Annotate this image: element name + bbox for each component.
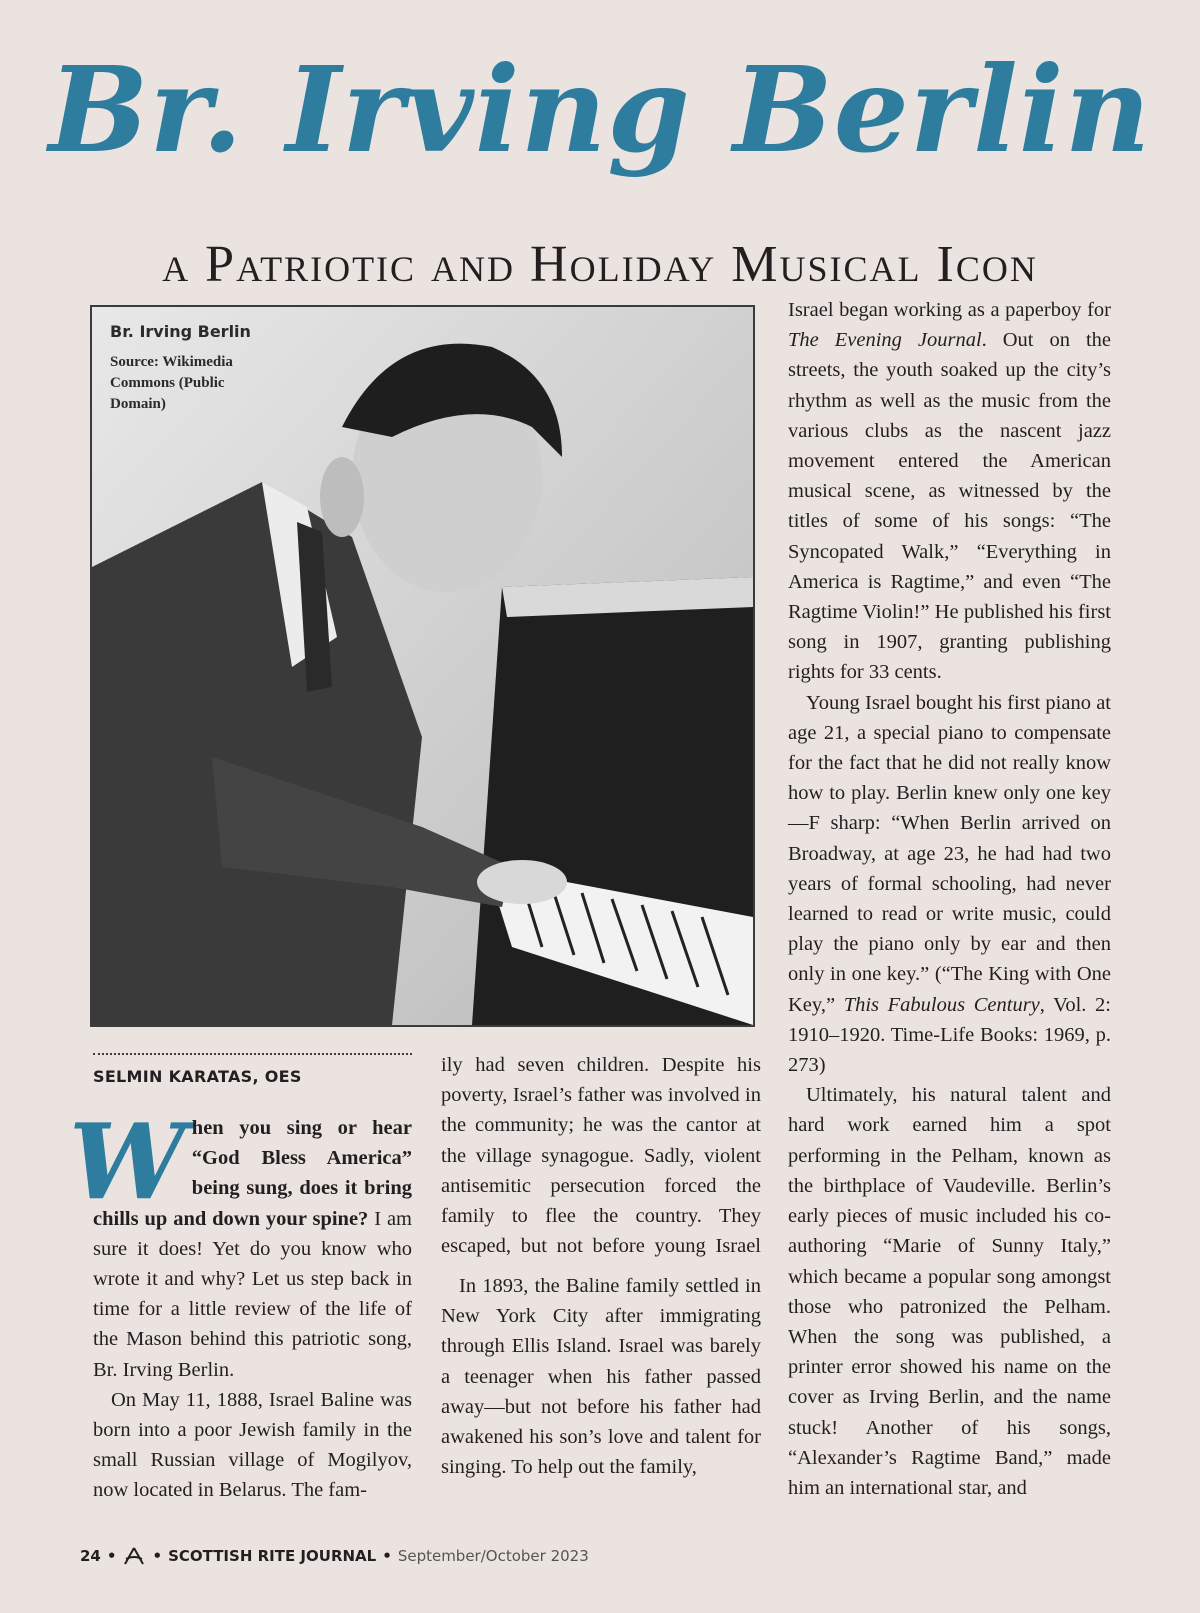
photo-caption-name: Br. Irving Berlin [110,322,251,341]
journal-name: SCOTTISH RITE JOURNAL [168,1547,377,1565]
portrait-photo [90,305,755,1027]
article-title: Br. Irving Berlin [48,40,1152,179]
article-column-2 [441,1050,761,1482]
piano-text-a: Young Israel bought his first piano at age 21, a special piano to compensate for the fact that he did not really know how to play. Berlin knew only one key—F sharp: “When Berlin arrived on Broadway, at age 23, he had had two years of formal schooling, had never learned to read or write music, could play the piano only by ear and then only in one key.” (“The King with One Key,” [788,691,1111,1016]
newspaper-title: The Evening Journal [788,329,982,352]
paragraph-birth: On May 11, 1888, Israel Baline was born into a poor Jewish family in the small Russian village of Mogilyov, now located in Belarus. The fam- [93,1388,412,1502]
paragraph-birth-continued: ily had seven children. Despite his poverty, Israel’s father was involved in the community; he was the cantor at the village synagogue. Sadly, violent antisemitic persecution forced the family to flee the country. They escaped, but not before young Israel [441,1054,761,1258]
piano-text-b: , Vol. 2: 1910–1920. Time-Life Books: 1969, p. 273) [788,993,1111,1077]
article-subtitle: a Patriotic and Holiday Musical Icon [162,236,1038,293]
lead-sentence: hen you sing or hear “God Bless America” being sung, does it bring chills up and down your spine? [93,1117,412,1230]
author-byline: SELMIN KARATAS, OES [93,1067,302,1086]
article-column-1 [69,1100,412,1506]
byline-divider [93,1053,412,1055]
footer-bullet: • [106,1547,117,1565]
paragraph-family-cont [441,1050,761,1261]
paperboy-text-b: . Out on the streets, the youth soaked up the city’s rhythm as well as the music from the various clubs as the nascent jazz movement entered the American musical scene, as witnessed by the titles of some of his songs: “The Syncopated Walk,” “Everything in America is Ragtime,” and even “The Ragtime Violin!” He published his first song in 1907, granting publishing rights for 33 cents. [788,329,1111,684]
paragraph-paperboy [788,295,1111,688]
footer-bullet-2: • [152,1547,163,1565]
book-title: This Fabulous Century [843,993,1040,1016]
drop-cap: W [69,1100,186,1223]
issue-date: September/October 2023 [397,1547,589,1565]
page-footer [80,1547,589,1565]
paragraph-piano [788,688,1111,1081]
paperboy-text-a: Israel began working as a paperboy for [788,299,1111,321]
paragraph-new-york: In 1893, the Baline family settled in New York City after immigrating through Ellis Island. Israel was barely a teenager when his father passed away—but not before his father had awakened his son’s love and talent for singing. To help out the family, [441,1275,761,1479]
footer-bullet-3: • [382,1547,392,1565]
intro-rest: I am sure it does! Yet do you know who wrote it and why? Let us step back in time for a little review of the life of the Mason behind this patriotic song, Br. Irving Berlin. [93,1207,412,1381]
page-number: 24 [80,1547,101,1565]
photo-caption-source: Source: Wikimedia Commons (Public Domain) [110,354,233,412]
article-column-3 [788,295,1111,1503]
paragraph-vaudeville: Ultimately, his natural talent and hard work earned him a spot performing in the Pelham, known as the birthplace of Vaudeville. Berlin’s early pieces of music included his co-authoring “Marie of Sunny Italy,” which became a popular song amongst those who patronized the Pelham. When the song was published, a printer error showed his name on the cover as Irving Berlin, and the name stuck! Another of his songs, “Alexander’s Ragtime Band,” made him an international star, and [788,1084,1111,1499]
masonic-emblem-icon [122,1547,146,1565]
paragraph-intro [69,1100,412,1385]
